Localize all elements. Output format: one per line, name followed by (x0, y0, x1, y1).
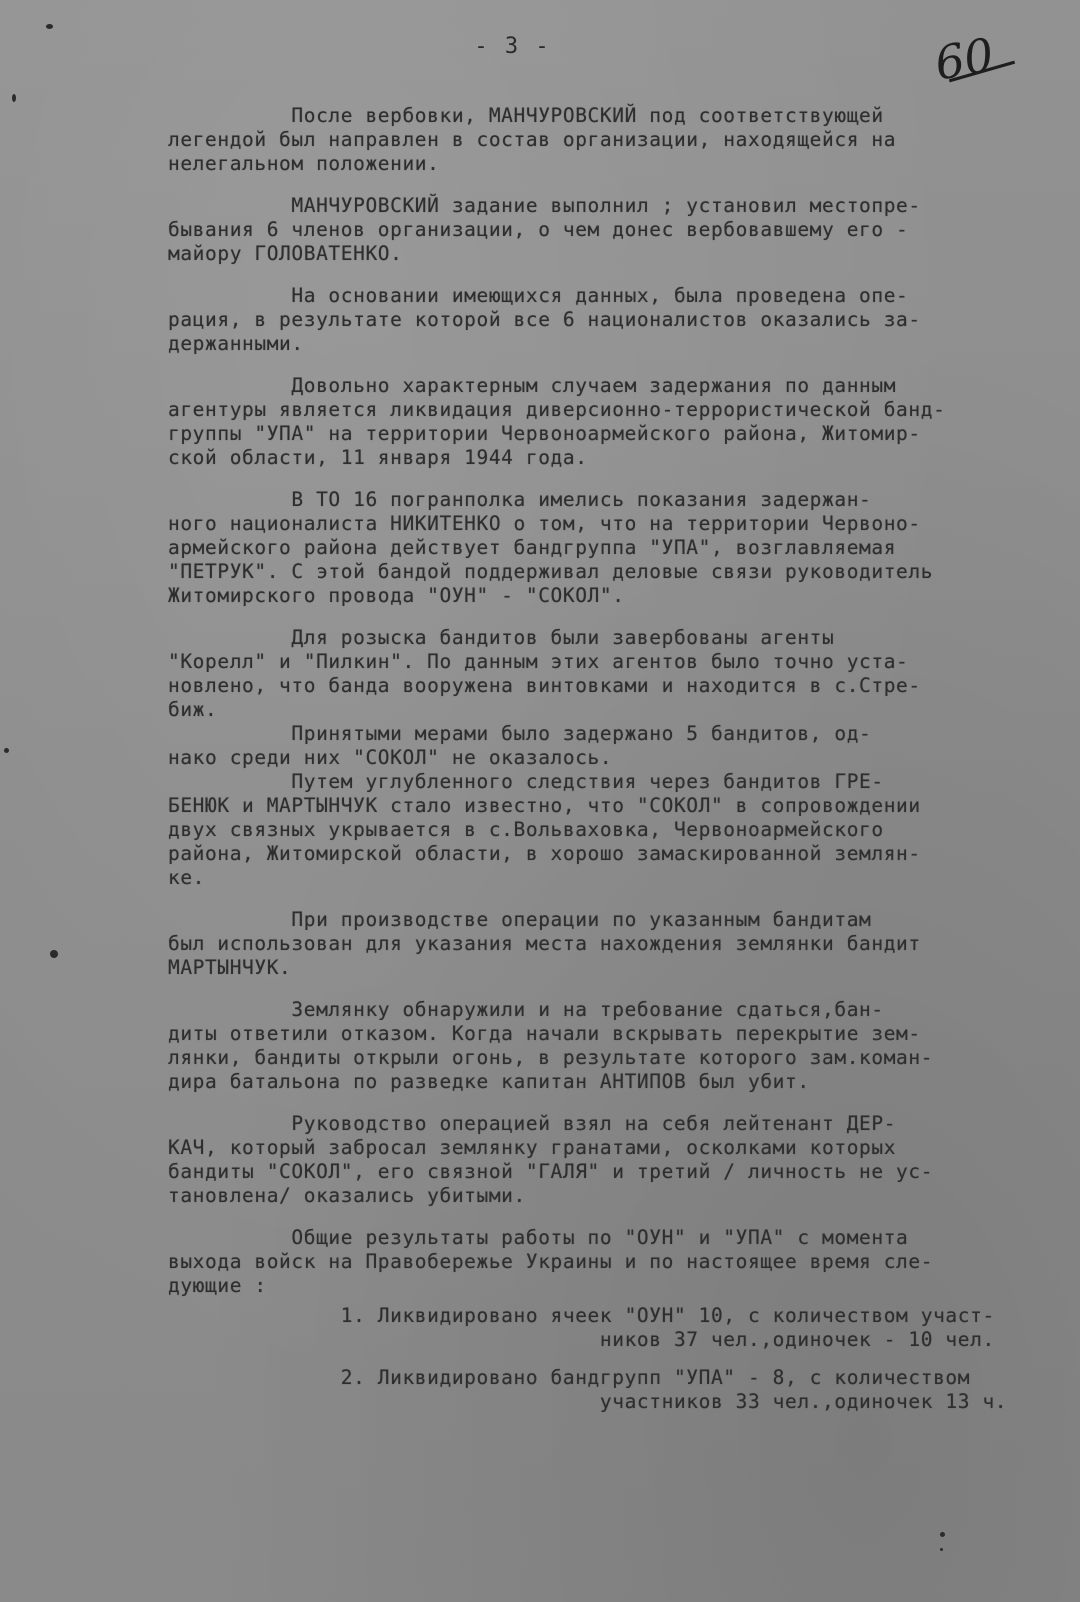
ink-speck (4, 748, 9, 753)
paragraph-3: На основании имеющихся данных, была проведена опе- рация, в результате которой все 6 националистов оказались за- держанными. (168, 284, 921, 355)
list-item-1: 1. Ликвидировано ячеек "ОУН" 10, с количеством участ- ников 37 чел.,одиночек - 10 чел. (340, 1304, 995, 1351)
page-number: - 3 - (474, 34, 551, 59)
ink-speck (12, 94, 16, 102)
ink-speck (940, 1532, 945, 1537)
paragraph-10: Землянку обнаружили и на требование сдаться,бан- диты ответили отказом. Когда начали вскрывать перекрытие зем- лянки, бандиты открыли огонь, в результате которого зам.коман- дира батальона по разведке капитан АНТИПОВ был убит. (168, 998, 934, 1093)
paragraph-2: МАНЧУРОВСКИЙ задание выполнил ; установил местопре- бывания 6 членов организации, о чем донес вербовавшему его - майору ГОЛОВАТЕНКО. (168, 194, 921, 265)
paragraph-8: Путем углубленного следствия через бандитов ГРЕ- БЕНЮК и МАРТЫНЧУК стало известно, что "СОКОЛ" в сопровождении двух связных укрывается в с.Вольваховка, Червоноармейского района, Житомирской области, в хорошо замаскированной землян- ке. (168, 770, 921, 889)
paragraph-12: Общие результаты работы по "ОУН" и "УПА" с момента выхода войск на Правобережье Украины и по настоящее время сле- дующие : (168, 1226, 934, 1297)
ink-speck (940, 1548, 943, 1551)
list-item-2: 2. Ликвидировано бандгрупп "УПА" - 8, с количеством участников 33 чел.,одиночек 13 ч. (340, 1366, 1008, 1413)
paragraph-11: Руководство операцией взял на себя лейтенант ДЕР- КАЧ, который забросал землянку гранатами, осколками которых бандиты "СОКОЛ", его связной "ГАЛЯ" и третий / личность не ус- тановлена/ оказались убитыми. (168, 1112, 934, 1207)
paragraph-4: Довольно характерным случаем задержания по данным агентуры является ликвидация диверсионно-террористической банд- группы "УПА" на территории Червоноармейского района, Житомир- ской области, 11 января 1944 года. (168, 374, 946, 469)
paragraph-5: В ТО 16 погранполка имелись показания задержан- ного националиста НИКИТЕНКО о том, что на территории Червоно- армейского района действует бандгруппа "УПА", возглавляемая "ПЕТРУК". С этой бандой поддерживал деловые связи руководитель Житомирского провода "ОУН" - "СОКОЛ". (168, 488, 934, 607)
ink-speck (46, 24, 53, 29)
paragraph-6: Для розыска бандитов были завербованы агенты "Корелл" и "Пилкин". По данным этих агентов было точно уста- новлено, что банда вооружена винтовками и находится в с.Стре- биж. (168, 626, 921, 721)
folio-number: 60 (930, 27, 998, 91)
paragraph-9: При производстве операции по указанным бандитам был использован для указания места нахождения землянки бандит МАРТЫНЧУК. (168, 908, 921, 979)
ink-speck (50, 950, 58, 958)
paragraph-1: После вербовки, МАНЧУРОВСКИЙ под соответствующей легендой был направлен в состав организации, находящейся на нелегальном положении. (168, 104, 897, 175)
document-body (168, 104, 1040, 1414)
paragraph-7: Принятыми мерами было задержано 5 бандитов, од- нако среди них "СОКОЛ" не оказалось. (168, 722, 872, 769)
